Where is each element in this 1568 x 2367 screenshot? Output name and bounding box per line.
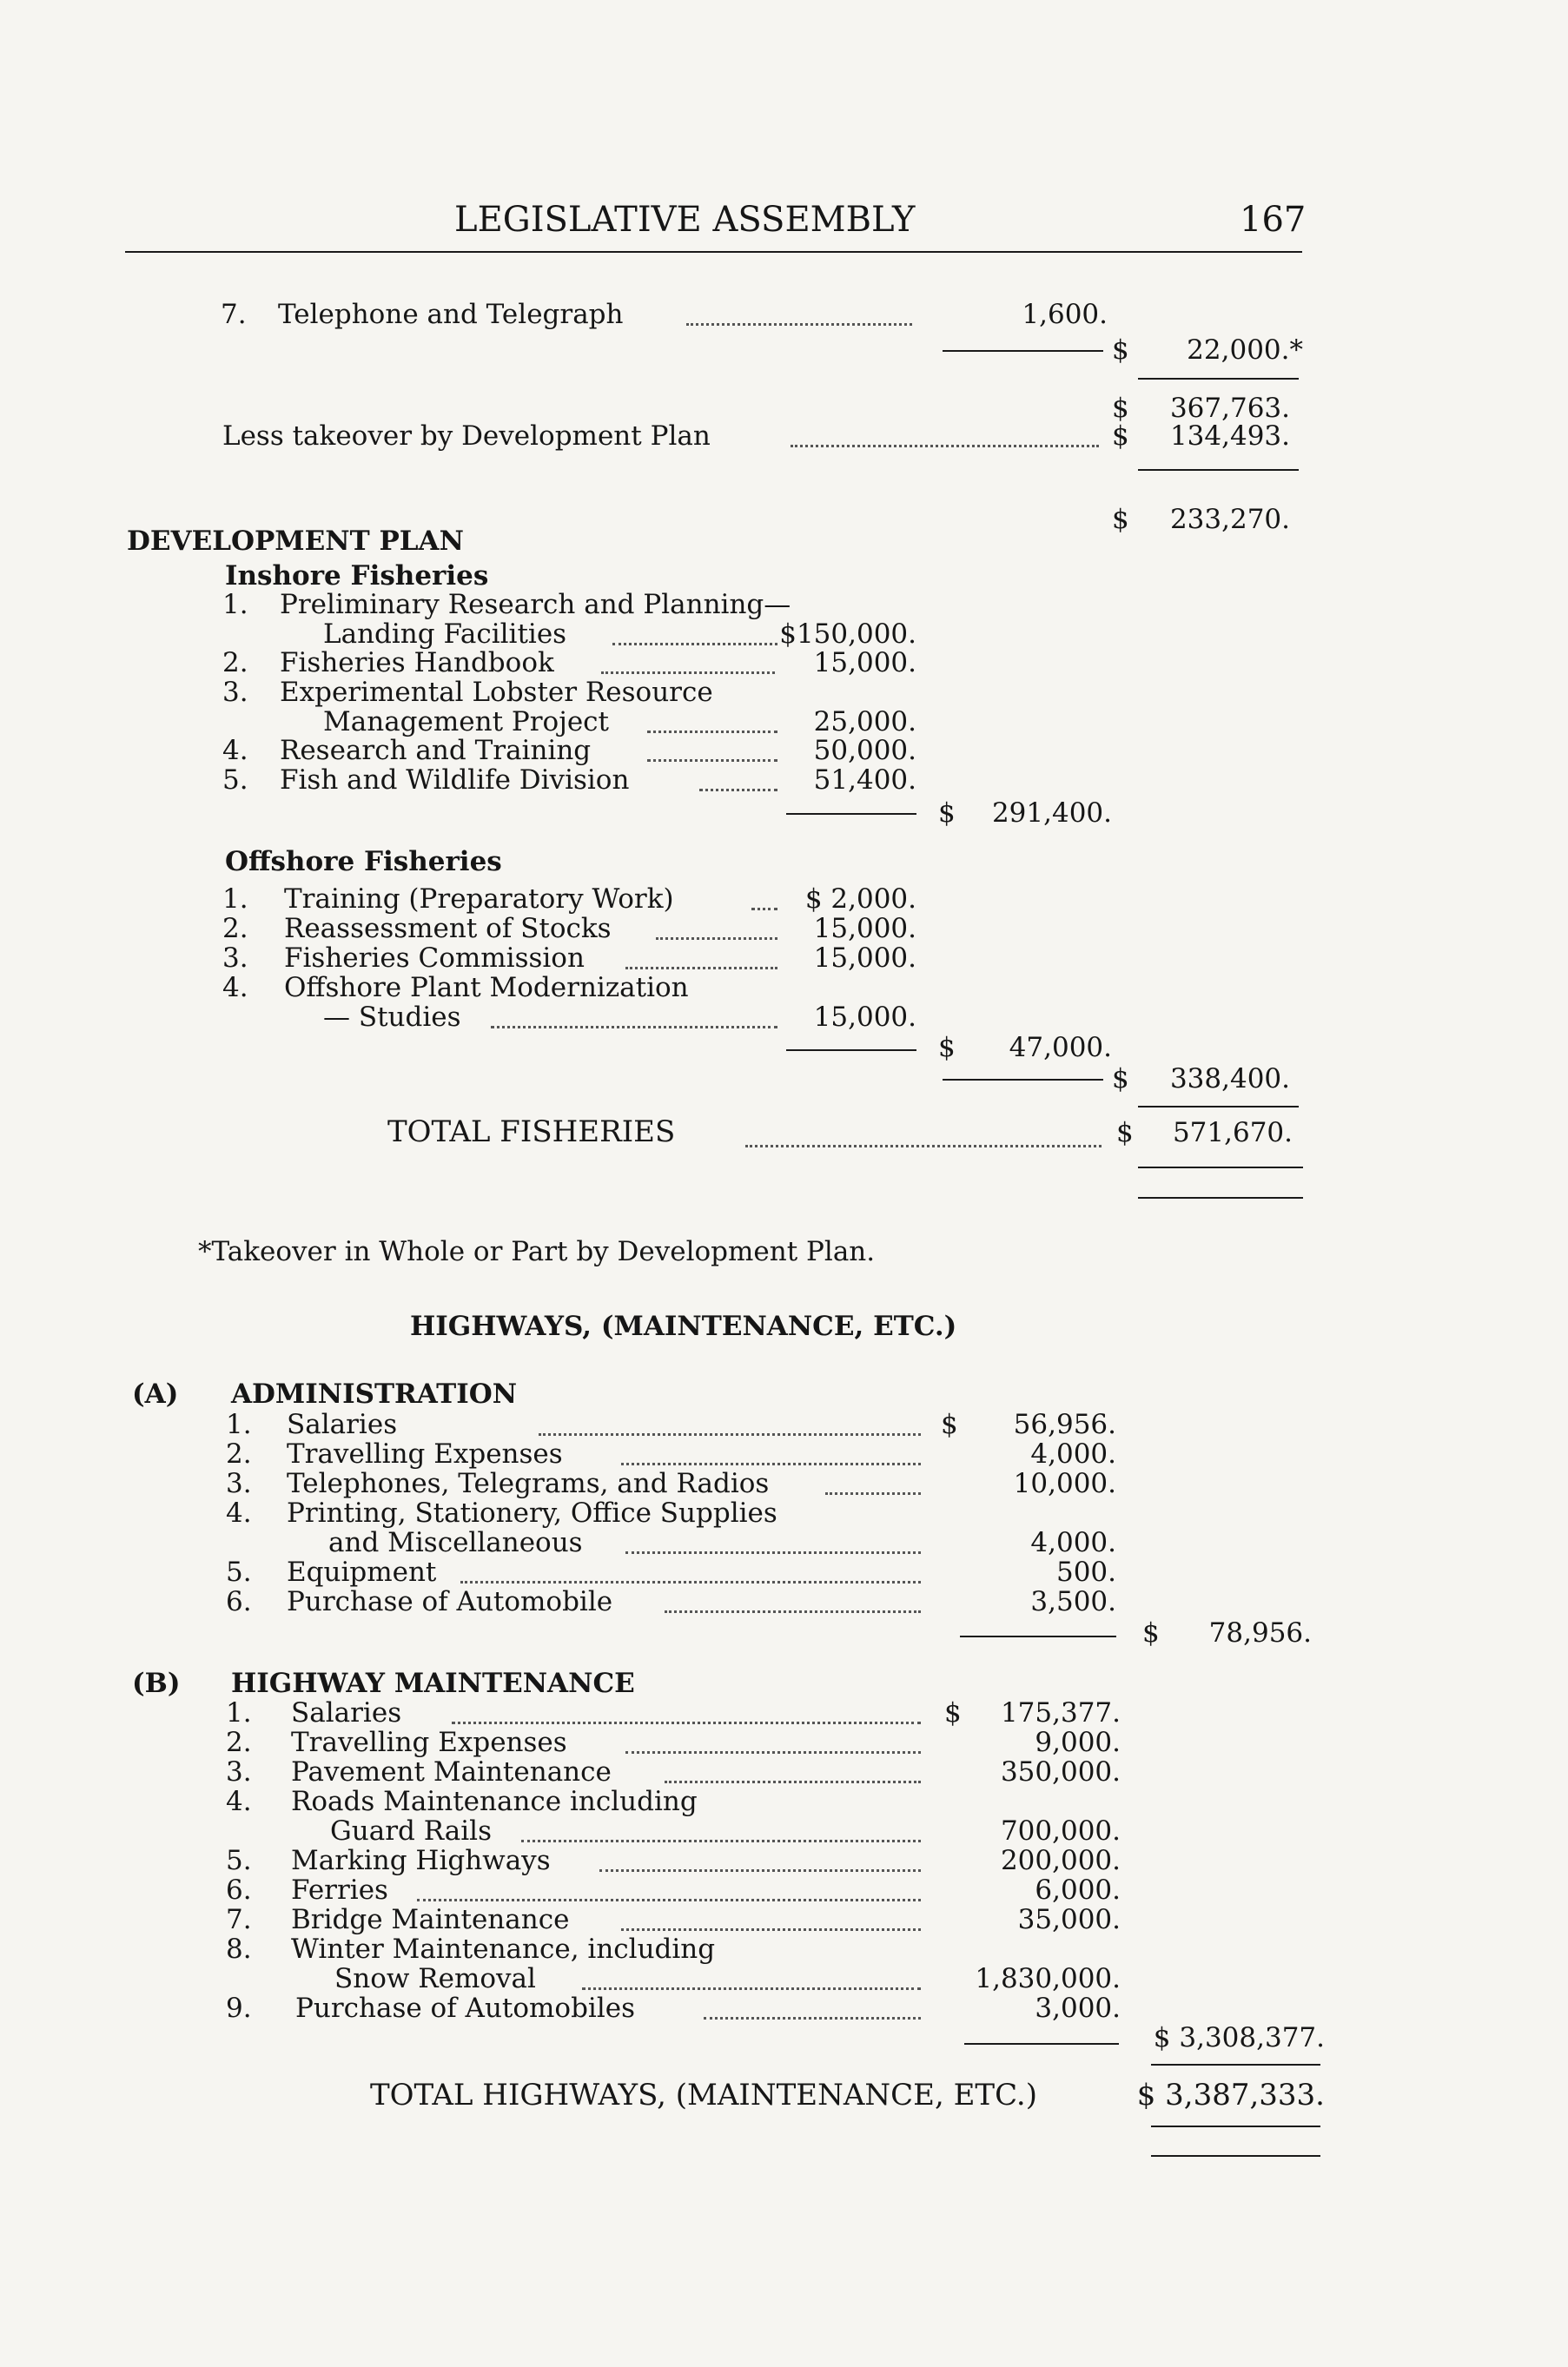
item-label-continued: — Studies	[323, 1002, 461, 1033]
currency-sign: $	[944, 1697, 962, 1729]
item-number: 4.	[222, 735, 248, 766]
total-rule	[1138, 469, 1299, 471]
subtotal-rule	[786, 1049, 916, 1051]
item-number: 5.	[222, 764, 248, 796]
item-number: 1.	[222, 883, 248, 915]
item-number: 3.	[222, 942, 248, 974]
item-amount: 51,400.	[813, 764, 916, 796]
item-amount: 500.	[1055, 1557, 1116, 1588]
subtotal-amount: 78,956.	[1208, 1617, 1312, 1649]
leader-dots	[521, 1840, 921, 1842]
item-amount: 15,000.	[813, 1002, 916, 1033]
currency-sign: $	[1142, 1617, 1160, 1649]
leader-dots	[582, 1987, 921, 1990]
item-label: Purchase of Automobile	[287, 1586, 613, 1617]
item-label: Equipment	[287, 1557, 437, 1588]
item-amount: 10,000.	[1013, 1468, 1116, 1499]
leader-dots	[452, 1722, 921, 1724]
total-rule	[1138, 1106, 1299, 1107]
item-label: Travelling Expenses	[287, 1438, 563, 1470]
leader-dots	[745, 1145, 1102, 1147]
leader-dots	[665, 1610, 921, 1613]
double-rule	[1138, 1197, 1303, 1199]
item-number: 2.	[226, 1727, 252, 1758]
subsection-title: Offshore Fisheries	[225, 846, 502, 877]
less-takeover-label: Less takeover by Development Plan	[222, 420, 711, 452]
item-number: 5.	[226, 1845, 252, 1876]
item-number: 4.	[226, 1498, 252, 1529]
leader-dots	[686, 323, 912, 326]
item-number: 6.	[226, 1874, 252, 1906]
header-rule	[125, 251, 1302, 253]
page-title: LEGISLATIVE ASSEMBLY	[454, 200, 916, 240]
leader-dots	[621, 1463, 921, 1465]
subsection-title: ADMINISTRATION	[231, 1379, 518, 1410]
item-number: 4.	[226, 1786, 252, 1817]
subsection-title: Inshore Fisheries	[225, 560, 489, 592]
item-number: 2.	[222, 913, 248, 944]
item-amount: 1,600.	[1022, 299, 1108, 330]
total-rule	[1151, 2064, 1320, 2066]
subtotal-rule	[964, 2043, 1119, 2045]
item-amount: 700,000.	[1000, 1815, 1121, 1847]
leader-dots	[625, 1551, 921, 1554]
item-label-continued: and Miscellaneous	[328, 1527, 583, 1558]
item-label: Bridge Maintenance	[291, 1904, 570, 1935]
item-label: Salaries	[291, 1697, 402, 1729]
item-label-continued: Guard Rails	[330, 1815, 492, 1847]
item-label: Printing, Stationery, Office Supplies	[287, 1498, 777, 1529]
item-amount: 15,000.	[813, 647, 916, 678]
item-amount: 3,500.	[1030, 1586, 1116, 1617]
section-letter: (A)	[132, 1379, 179, 1410]
item-label: Salaries	[287, 1409, 398, 1440]
section-letter: (B)	[132, 1668, 181, 1699]
net-amount: 233,270.	[1169, 504, 1290, 535]
leader-dots	[539, 1433, 921, 1436]
item-number: 3.	[226, 1756, 252, 1788]
item-number: 2.	[222, 647, 248, 678]
item-label: Marking Highways	[291, 1845, 551, 1876]
item-number: 1.	[226, 1697, 252, 1729]
item-number: 6.	[226, 1586, 252, 1617]
subtotal-underline	[1138, 378, 1299, 380]
section-title: HIGHWAYS, (MAINTENANCE, ETC.)	[410, 1311, 957, 1342]
footnote: *Takeover in Whole or Part by Development Plan.	[198, 1236, 876, 1267]
currency-sign: $	[1112, 1063, 1129, 1094]
subtotal-rule	[943, 1079, 1103, 1081]
leader-dots	[665, 1781, 921, 1783]
item-number: 4.	[222, 972, 248, 1003]
item-label: Roads Maintenance including	[291, 1786, 698, 1817]
leader-dots	[625, 1751, 921, 1754]
currency-sign: $	[1112, 504, 1129, 535]
item-number: 7.	[226, 1904, 252, 1935]
subtotal-amount: 22,000.*	[1187, 334, 1303, 366]
development-plan-total: 338,400.	[1169, 1063, 1290, 1094]
item-amount: 15,000.	[813, 913, 916, 944]
item-amount: 50,000.	[813, 735, 916, 766]
total-highways-label: TOTAL HIGHWAYS, (MAINTENANCE, ETC.)	[370, 2078, 1037, 2112]
item-label: Pavement Maintenance	[291, 1756, 612, 1788]
subtotal-amount: 291,400.	[991, 797, 1112, 829]
item-amount: 35,000.	[1017, 1904, 1121, 1935]
item-number: 3.	[226, 1468, 252, 1499]
item-number: 9.	[226, 1993, 252, 2024]
less-takeover-amount: 134,493.	[1169, 420, 1290, 452]
item-label: Reassessment of Stocks	[284, 913, 612, 944]
item-number: 1.	[222, 589, 248, 620]
item-amount: 175,377.	[1000, 1697, 1121, 1729]
currency-sign: $	[1116, 1117, 1134, 1148]
leader-dots	[791, 445, 1099, 447]
item-label: Fisheries Handbook	[280, 647, 554, 678]
item-amount: 1,830,000.	[975, 1963, 1121, 1994]
item-amount: 6,000.	[1035, 1874, 1121, 1906]
currency-sign: $	[1112, 420, 1129, 452]
page-number: 167	[1240, 200, 1307, 240]
item-label: Research and Training	[280, 735, 592, 766]
item-label: Fisheries Commission	[284, 942, 585, 974]
item-number: 2.	[226, 1438, 252, 1470]
currency-sign: $	[1112, 393, 1129, 424]
item-amount: 15,000.	[813, 942, 916, 974]
subtotal-amount: 47,000.	[1009, 1032, 1112, 1063]
item-label: Experimental Lobster Resource	[280, 677, 713, 708]
leader-dots	[621, 1928, 921, 1931]
total-fisheries-amount: 571,670.	[1172, 1117, 1293, 1148]
item-amount: $150,000.	[779, 618, 916, 650]
subtotal-amount: $ 3,308,377.	[1153, 2022, 1325, 2053]
double-rule	[1151, 2126, 1320, 2127]
leader-dots	[599, 1869, 921, 1872]
item-amount: 350,000.	[1000, 1756, 1121, 1788]
item-label: Winter Maintenance, including	[291, 1934, 716, 1965]
item-number: 3.	[222, 677, 248, 708]
item-label: Preliminary Research and Planning—	[280, 589, 791, 620]
item-number: 7.	[221, 299, 247, 330]
item-amount: 56,956.	[1013, 1409, 1116, 1440]
item-amount: 25,000.	[813, 706, 916, 737]
item-amount: 3,000.	[1035, 1993, 1121, 2024]
item-label: Telephones, Telegrams, and Radios	[287, 1468, 770, 1499]
subsection-title: HIGHWAY MAINTENANCE	[231, 1668, 635, 1699]
section-title: DEVELOPMENT PLAN	[127, 526, 464, 557]
subtotal-rule	[960, 1636, 1116, 1637]
leader-dots	[460, 1581, 921, 1584]
item-label-continued: Snow Removal	[334, 1963, 536, 1994]
subtotal-rule	[943, 350, 1103, 352]
item-label: Travelling Expenses	[291, 1727, 567, 1758]
total-fisheries-label: TOTAL FISHERIES	[387, 1114, 676, 1149]
item-amount: 4,000.	[1030, 1438, 1116, 1470]
leader-dots	[491, 1026, 777, 1028]
item-label: Fish and Wildlife Division	[280, 764, 630, 796]
item-amount: 200,000.	[1000, 1845, 1121, 1876]
item-amount: 9,000.	[1035, 1727, 1121, 1758]
double-rule	[1138, 1167, 1303, 1168]
currency-sign: $	[941, 1409, 958, 1440]
double-rule	[1151, 2155, 1320, 2157]
currency-sign: $	[938, 797, 956, 829]
leader-dots	[704, 2017, 921, 2020]
item-label-continued: Management Project	[323, 706, 609, 737]
subtotal-rule	[786, 813, 916, 815]
currency-sign: $	[938, 1032, 956, 1063]
item-label: Purchase of Automobiles	[295, 1993, 636, 2024]
total-highways-amount: $ 3,387,333.	[1136, 2078, 1325, 2112]
total-amount: 367,763.	[1169, 393, 1290, 424]
item-label: Offshore Plant Modernization	[284, 972, 689, 1003]
item-label-continued: Landing Facilities	[323, 618, 567, 650]
leader-dots	[417, 1899, 921, 1901]
item-number: 5.	[226, 1557, 252, 1588]
currency-sign: $	[1112, 334, 1129, 366]
item-number: 1.	[226, 1409, 252, 1440]
item-amount: 4,000.	[1030, 1527, 1116, 1558]
item-number: 8.	[226, 1934, 252, 1965]
leader-dots	[825, 1492, 921, 1495]
item-label: Training (Preparatory Work)	[284, 883, 674, 915]
item-label: Ferries	[291, 1874, 388, 1906]
item-label: Telephone and Telegraph	[278, 299, 624, 330]
item-amount: $ 2,000.	[804, 883, 916, 915]
